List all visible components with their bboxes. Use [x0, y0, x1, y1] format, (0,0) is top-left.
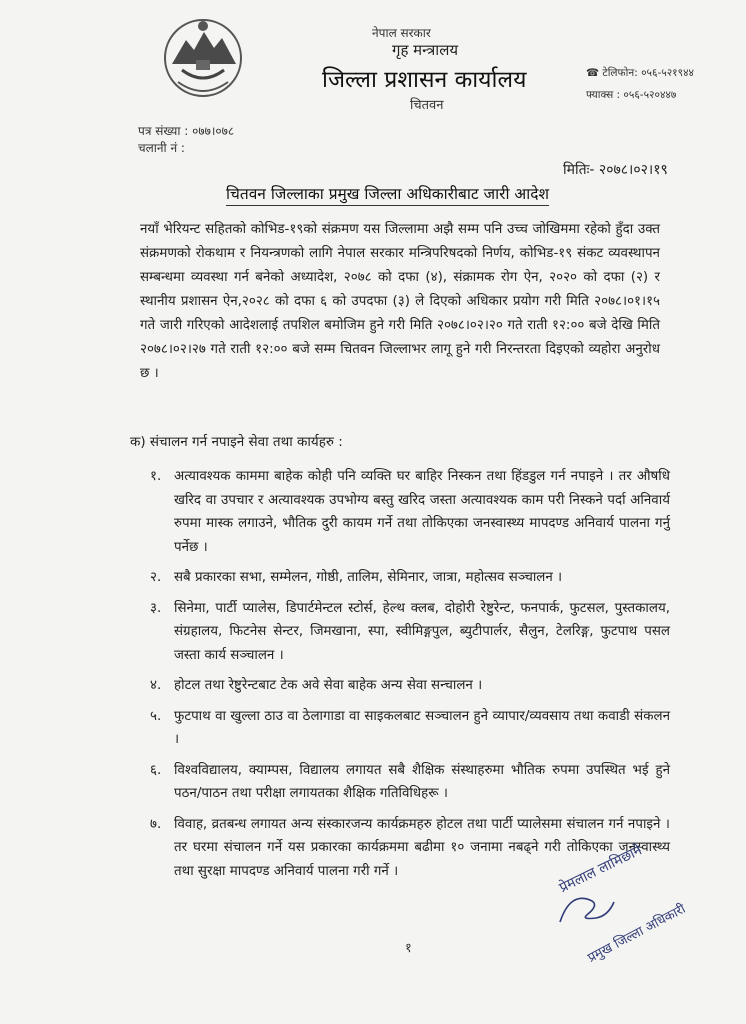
list-item — [150, 674, 670, 698]
dispatch-number: चलानी नं : — [138, 141, 185, 155]
section-heading: क) संचालन गर्न नपाइने सेवा तथा कार्यहरु : — [130, 434, 343, 450]
intro-paragraph: नयाँ भेरियन्ट सहितको कोभिड-१९को संक्रमण यस जिल्लामा अझै सम्म पनि उच्च जोखिममा रहेको हुँदा उक्त संक्रमणको रोकथाम र नियन्त्रणको लागि नेपाल सरकार मन्त्रिपरिषदको निर्णय, कोभिड-१९ संकट व्यवस्थापन सम्बन्धमा व्यवस्था गर्न बनेको अध्यादेश, २०७८ को दफा (४), संक्रामक रोग ऐन, २०२० को दफा (२) र स्थानीय प्रशासन ऐन,२०२८ को दफा ६ को उपदफा (३) ले दिएको अधिकार प्रयोग गरी मिति २०७८।०१।१५ गते जारी गरिएको आदेशलाई तपशिल बमोजिम हुने गरी मिति २०७८।०२।२० गते राती १२:०० बजे देखि मिति २०७८।०२।२७ गते राती १२:०० बजे सम्म चितवन जिल्लाभर लागू हुने गरी निरन्तरता दिइएको व्यहोरा अनुरोध छ । — [140, 222, 660, 381]
item-text: विवाह, व्रतबन्ध लगायत अन्य संस्कारजन्य कार्यक्रमहरु होटल तथा पार्टी प्यालेसमा संचालन गर्न नपाइने । तर घरमा संचालन गर्ने यस प्रकारका कार्यक्रममा बढीमा १० जनामा नबढ्ने गरी तोकिएका जनस्वास्थ्य तथा सुरक्षा मापदण्ड अनिवार्य पालना गरी गर्ने । — [174, 816, 670, 879]
list-item — [150, 597, 670, 668]
restriction-list — [150, 465, 670, 890]
phone-number: ☎ टेलिफोन: ०५६-५२१९४४ — [586, 67, 694, 79]
nepal-emblem-icon — [160, 12, 246, 102]
item-text: सिनेमा, पार्टी प्यालेस, डिपार्टमेन्टल स्टोर्स, हेल्थ क्लब, दोहोरी रेष्टुरेन्ट, फनपार्क, फुटसल, पुस्तकालय, संग्रहालय, फिटनेस सेन्टर, जिमखाना, स्पा, स्वीमिङ्गपुल, ब्युटीपार्लर, सैलुन, टेलरिङ्ग, फुटपाथ पसल जस्ता कार्य सञ्चालन । — [174, 600, 670, 663]
item-number: ६. — [150, 762, 162, 778]
list-item — [150, 566, 670, 590]
list-item — [150, 705, 670, 752]
item-number: २. — [150, 570, 162, 585]
item-text: होटल तथा रेष्टुरेन्टबाट टेक अवे सेवा बाहेक अन्य सेवा सन्चालन । — [174, 678, 483, 693]
item-number: १. — [150, 469, 162, 484]
letter-number: पत्र संख्या : ०७७।०७८ — [138, 124, 235, 138]
fax-number: फ्याक्स : ०५६-५२०४४७ — [586, 89, 677, 101]
government-label: नेपाल सरकार — [372, 26, 431, 40]
office-name: जिल्ला प्रशासन कार्यालय — [322, 67, 527, 93]
document-date: मितिः- २०७८।०२।१९ — [563, 162, 668, 178]
item-text: विश्वविद्यालय, क्याम्पस, विद्यालय लगायत सबै शैक्षिक संस्थाहरुमा भौतिक रुपमा उपस्थित भई हुने पठन/पाठन तथा परीक्षा लगायतका शैक्षिक गतिविधिहरू । — [174, 762, 670, 801]
document-title: चितवन जिल्लाका प्रमुख जिल्ला अधिकारीबाट जारी आदेश — [226, 182, 549, 206]
list-item — [150, 465, 670, 559]
item-number: ४. — [150, 678, 162, 693]
item-number: ३. — [150, 600, 162, 616]
signatory-name: प्रेमलाल लामिछाने — [556, 842, 645, 897]
ministry-name: गृह मन्त्रालय — [392, 41, 459, 59]
district-name: चितवन — [410, 98, 444, 113]
item-number: ५. — [150, 708, 162, 724]
list-item — [150, 759, 670, 806]
item-text: फुटपाथ वा खुल्ला ठाउ वा ठेलागाडा वा साइकलबाट सञ्चालन हुने व्यापार/व्यवसाय तथा कवाडी संकलन । — [174, 708, 670, 747]
item-text: सबै प्रकारका सभा, सम्मेलन, गोष्ठी, तालिम, सेमिनार, जात्रा, महोत्सव सञ्चालन । — [174, 570, 563, 585]
item-number: ७. — [150, 816, 162, 832]
signatory-designation: प्रमुख जिल्ला अधिकारी — [585, 901, 689, 966]
page-number: १ — [405, 941, 412, 956]
item-text: अत्यावश्यक काममा बाहेक कोही पनि व्यक्ति घर बाहिर निस्कन तथा हिंडडुल गर्न नपाइने । तर औषधि खरिद वा उपचार र अत्यावश्यक उपभोग्य बस्तु खरिद जस्ता अत्यावश्यक काम परी निस्कने पर्दा अनिवार्य रुपमा मास्क लगाउने, भौतिक दुरी कायम गर्ने तथा तोकिएका जनस्वास्थ्य मापदण्ड अनिवार्य पालना गर्नु पर्नेछ । — [174, 469, 670, 555]
